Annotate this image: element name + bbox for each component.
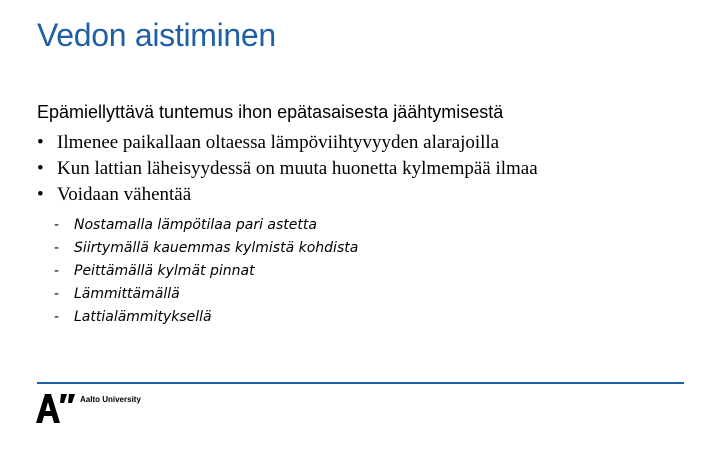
bullet-item (37, 130, 538, 156)
slide-title: Vedon aistiminen (37, 17, 276, 53)
bullet-marker: • (37, 158, 44, 179)
dash-marker: - (54, 217, 60, 233)
sub-bullet-text: Nostamalla lämpötilaa pari astetta (74, 217, 317, 233)
dash-marker: - (54, 240, 60, 256)
sub-bullet-text: Siirtymällä kauemmas kylmistä kohdista (74, 240, 359, 256)
sub-bullet-item (54, 306, 358, 329)
sub-bullet-item (54, 283, 358, 306)
bullet-item (37, 156, 538, 182)
lead-paragraph: Epämiellyttävä tuntemus ihon epätasaisesta jäähtymisestä (37, 102, 504, 122)
bullet-text: Kun lattian läheisyydessä on muuta huonetta kylmempää ilmaa (57, 158, 538, 179)
sub-bullet-item (54, 214, 358, 237)
dash-marker: - (54, 263, 60, 279)
sub-bullet-text: Lämmittämällä (74, 286, 180, 302)
aalto-logo (36, 393, 176, 425)
bullet-marker: • (37, 132, 44, 153)
aalto-logo-icon (36, 393, 76, 423)
footer-divider (37, 382, 684, 384)
bullet-marker: • (37, 184, 44, 205)
sub-bullet-text: Lattialämmityksellä (74, 309, 212, 325)
bullet-item (37, 182, 538, 208)
sub-bullet-text: Peittämällä kylmät pinnat (74, 263, 255, 279)
bullet-text: Voidaan vähentää (57, 184, 192, 205)
sub-bullet-list (54, 214, 358, 329)
bullet-text: Ilmenee paikallaan oltaessa lämpöviihtyvyyden alarajoilla (57, 132, 500, 153)
dash-marker: - (54, 286, 60, 302)
sub-bullet-item (54, 237, 358, 260)
dash-marker: - (54, 309, 60, 325)
sub-bullet-item (54, 260, 358, 283)
logo-text: Aalto University (80, 395, 141, 404)
bullet-list (37, 130, 538, 208)
